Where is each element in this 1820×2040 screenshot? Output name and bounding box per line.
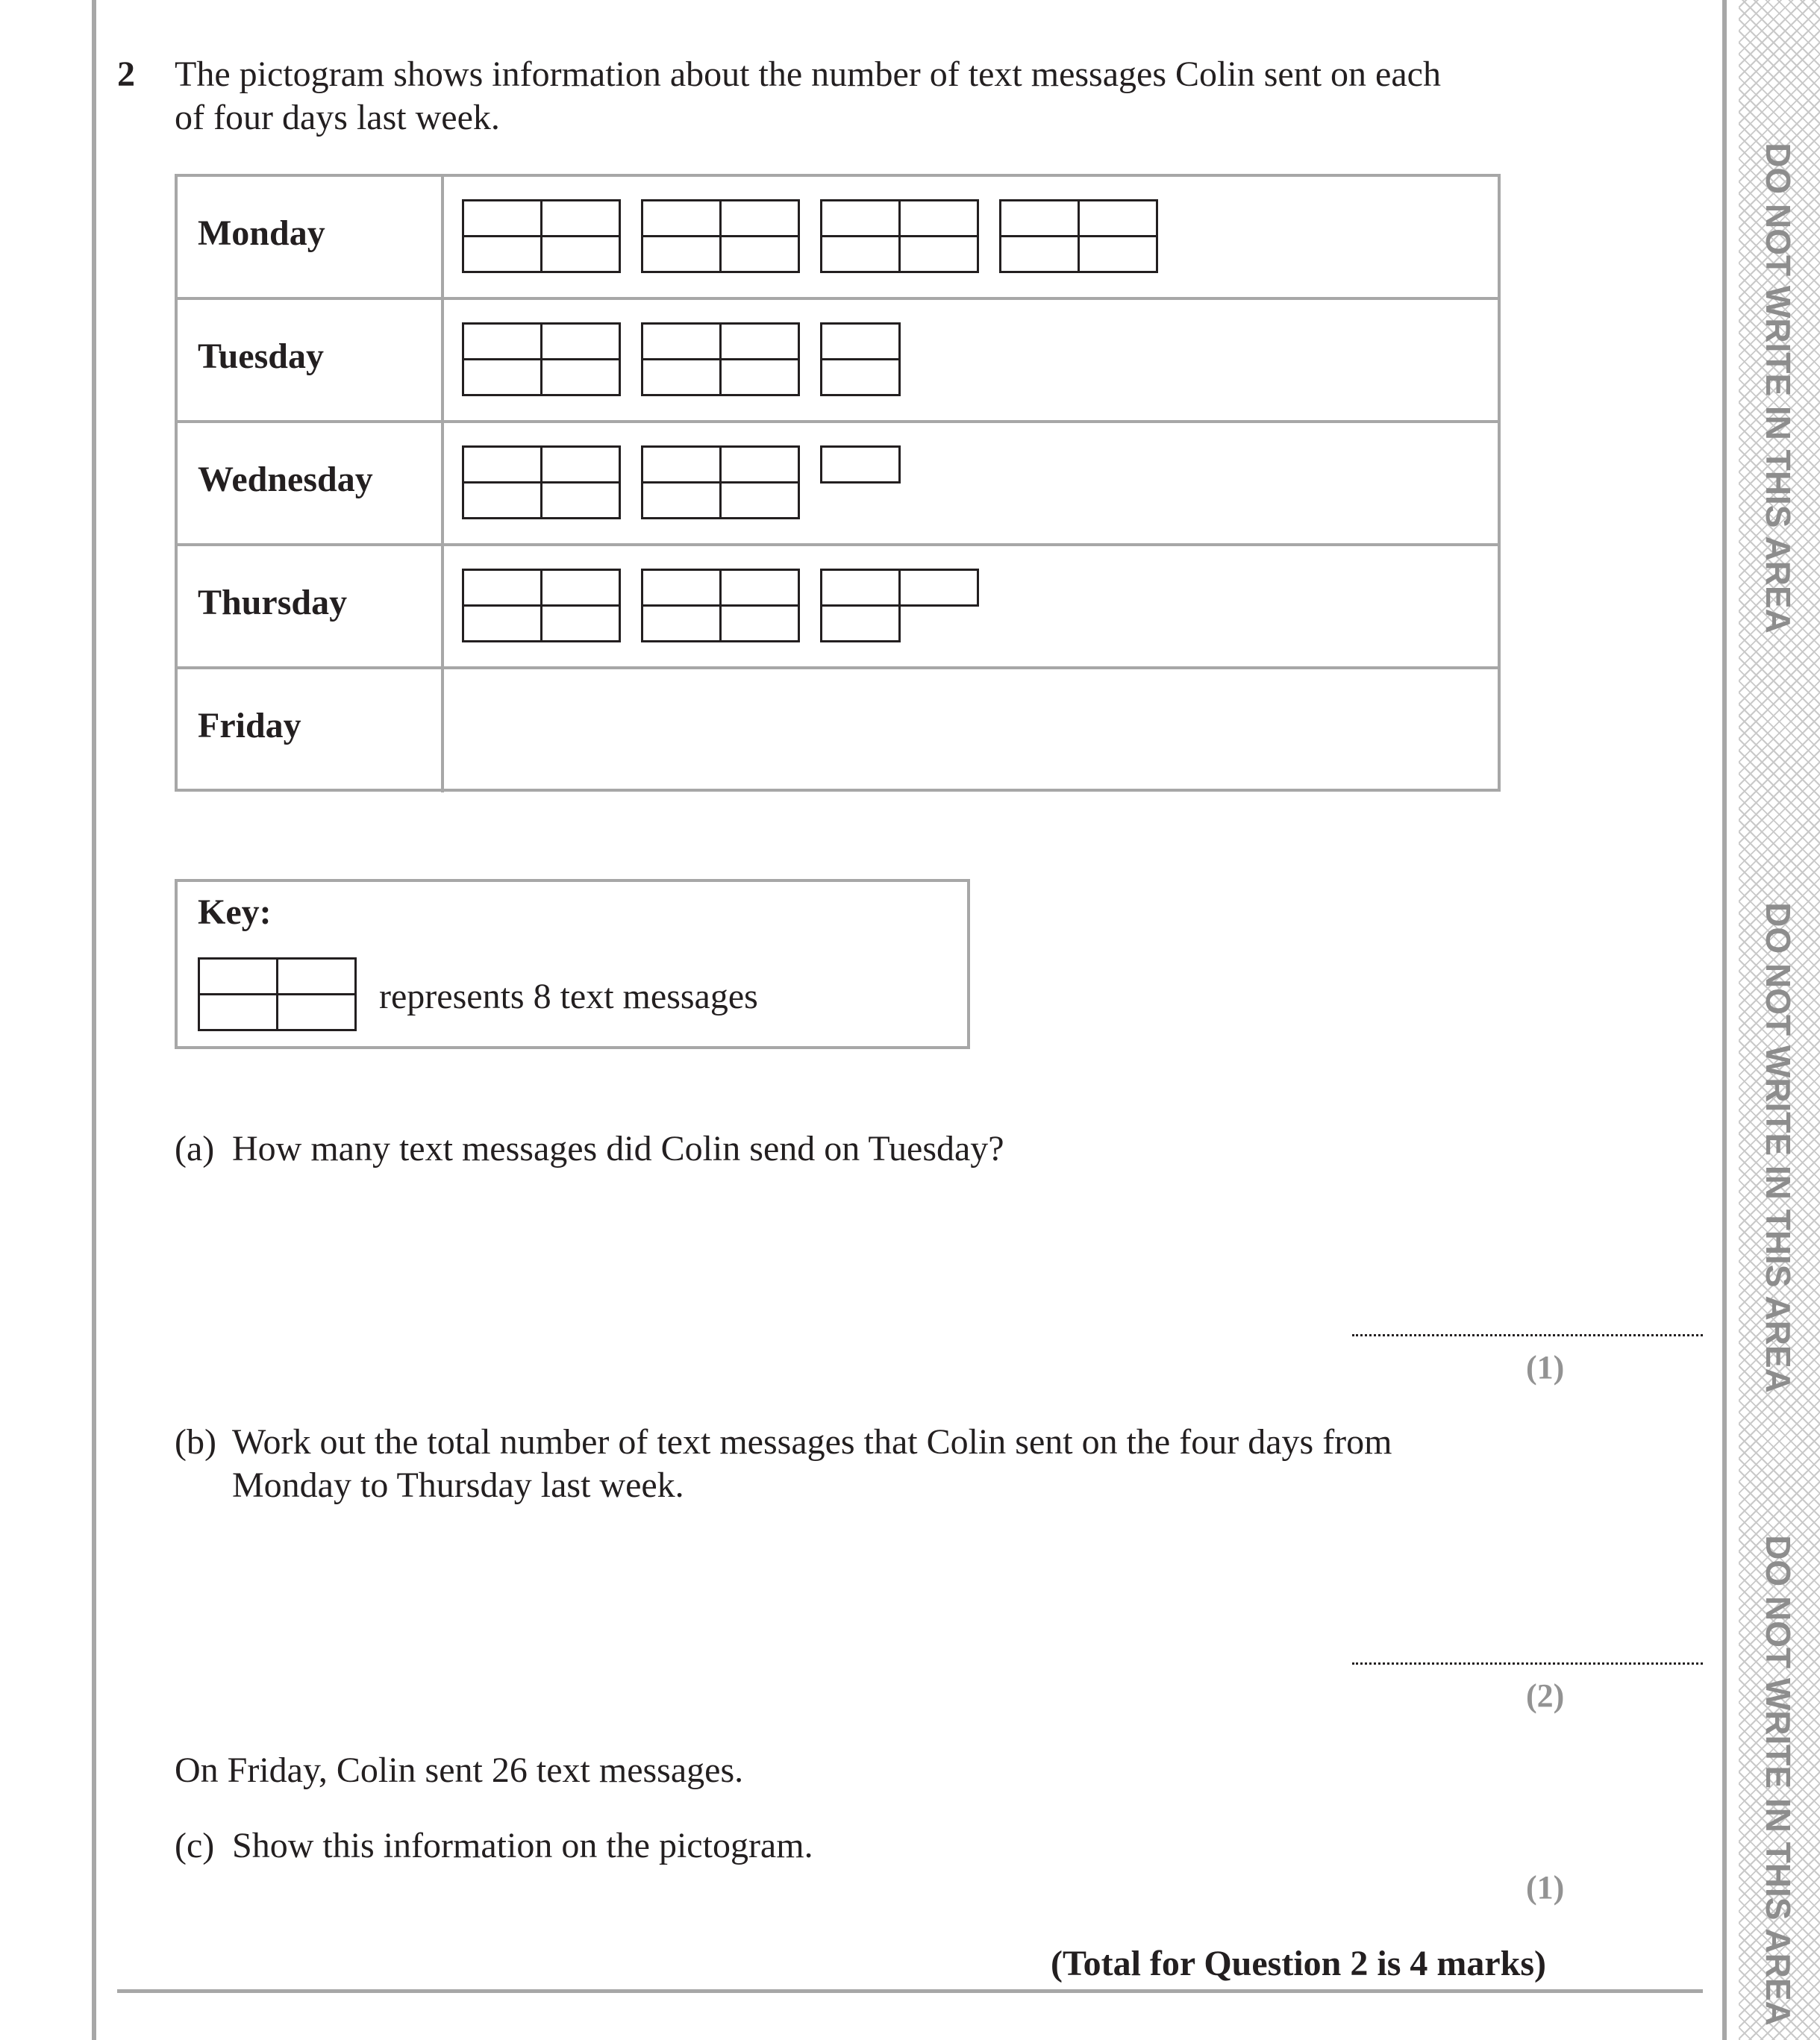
pictogram-partial-symbol — [820, 322, 981, 398]
pictogram-symbol — [641, 199, 802, 275]
page-border-right — [1722, 0, 1727, 2040]
key-text: represents 8 text messages — [379, 977, 758, 1016]
part-b-label: (b) — [175, 1422, 216, 1462]
day-label: Thursday — [198, 583, 348, 622]
pictogram-symbol — [462, 322, 623, 398]
part-c-text: Show this information on the pictogram. — [232, 1826, 813, 1865]
pictogram-symbol — [999, 199, 1160, 275]
pictogram-symbol — [641, 322, 802, 398]
part-b-answer-line[interactable] — [1352, 1662, 1703, 1665]
symbol-area — [462, 569, 1432, 645]
bottom-rule — [117, 1989, 1703, 1993]
day-label: Monday — [198, 213, 325, 253]
symbol-area — [462, 322, 1432, 398]
pictogram-partial-symbol — [820, 445, 981, 522]
question-number: 2 — [117, 54, 135, 94]
symbol-area — [462, 445, 1432, 522]
page-border-left — [92, 0, 96, 2040]
part-b-text-line1: Work out the total number of text messages that Colin sent on the four days from — [232, 1422, 1392, 1462]
part-a-text: How many text messages did Colin send on Tuesday? — [232, 1129, 1004, 1168]
part-b-text-line2: Monday to Thursday last week. — [232, 1465, 684, 1505]
pictogram-key — [175, 879, 970, 1049]
pictogram-symbol — [820, 199, 981, 275]
symbol-area-answer[interactable] — [462, 692, 1432, 768]
pictogram-row-wednesday — [178, 423, 1498, 546]
pictogram-symbol — [641, 445, 802, 522]
pictogram-symbol — [462, 445, 623, 522]
question-intro-line1: The pictogram shows information about the number of text messages Colin sent on each — [175, 54, 1441, 94]
part-c-mark: (1) — [1526, 1869, 1565, 1906]
margin-warning-middle: DO NOT WRITE IN THIS AREA — [1759, 902, 1798, 1393]
day-label: Tuesday — [198, 337, 324, 376]
day-label: Wednesday — [198, 460, 373, 499]
margin-warning-bottom: DO NOT WRITE IN THIS AREA — [1759, 1535, 1798, 2026]
part-c-label: (c) — [175, 1826, 215, 1865]
pictogram-row-tuesday — [178, 300, 1498, 423]
part-a-answer-line[interactable] — [1352, 1334, 1703, 1336]
key-title: Key: — [198, 892, 272, 932]
day-label: Friday — [198, 706, 301, 745]
pictogram-row-monday — [178, 177, 1498, 300]
pictogram-symbol — [462, 199, 623, 275]
part-b-mark: (2) — [1526, 1677, 1565, 1714]
pictogram-partial-symbol — [820, 569, 981, 645]
pictogram-table — [175, 174, 1501, 792]
key-symbol — [198, 957, 359, 1033]
pictogram-symbol — [462, 569, 623, 645]
pictogram-symbol — [641, 569, 802, 645]
symbol-area — [462, 199, 1432, 275]
pictogram-row-friday[interactable] — [178, 669, 1498, 792]
question-total: (Total for Question 2 is 4 marks) — [1051, 1944, 1547, 1983]
question-intro-line2: of four days last week. — [175, 98, 500, 137]
friday-statement: On Friday, Colin sent 26 text messages. — [175, 1750, 744, 1790]
part-a-mark: (1) — [1526, 1349, 1565, 1386]
margin-warning-top: DO NOT WRITE IN THIS AREA — [1759, 143, 1798, 633]
pictogram-row-thursday — [178, 546, 1498, 669]
part-a-label: (a) — [175, 1129, 215, 1168]
